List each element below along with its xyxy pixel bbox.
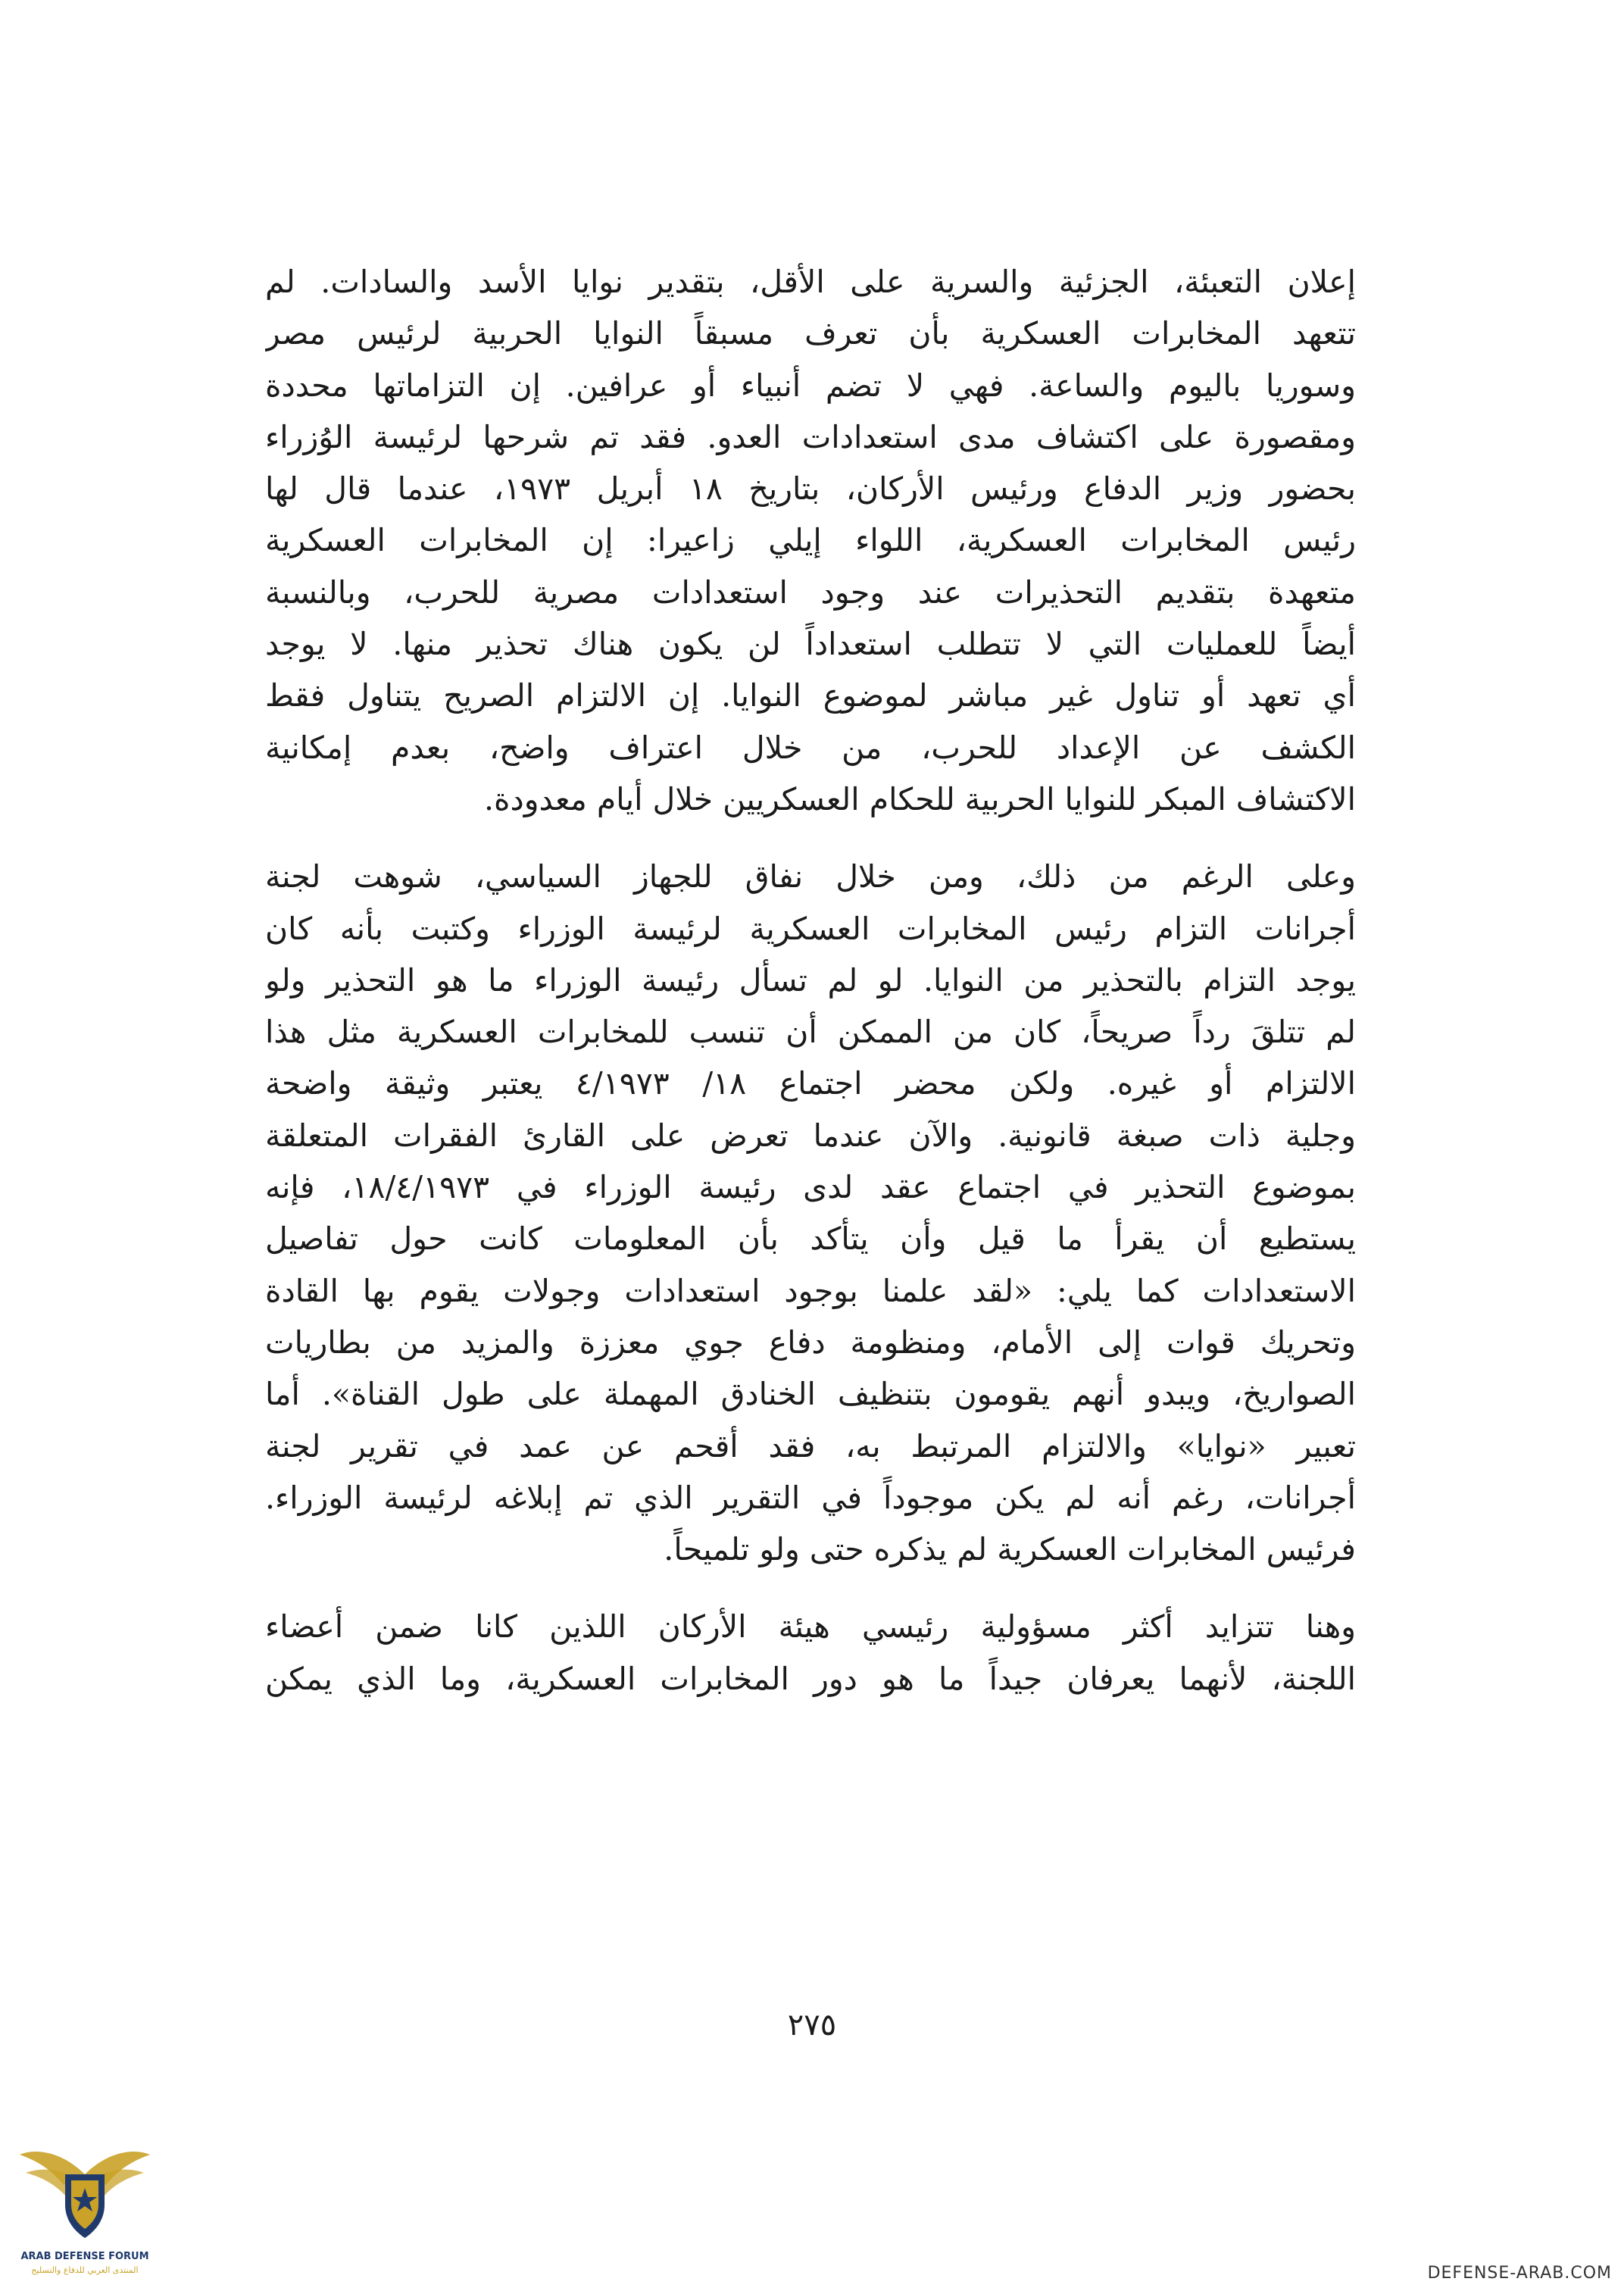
text-line: تتعهد المخابرات العسكرية بأن تعرف مسبقاً النوايا الحربية لرئيس مصر [265, 315, 1356, 352]
text-line: اللجنة، لأنهما يعرفان جيداً ما هو دور المخابرات العسكرية، وما الذي يمكن [265, 1660, 1356, 1697]
watermark-site-url: DEFENSE-ARAB.COM [1427, 2264, 1612, 2283]
winged-emblem-icon [17, 2121, 153, 2280]
page-number: ٢٧٥ [787, 2008, 837, 2043]
text-line: أي تعهد أو تناول غير مباشر لموضوع النوايا. إن الالتزام الصريح يتناول فقط [265, 677, 1356, 714]
paragraph-2 [265, 851, 1356, 1575]
text-line: بموضوع التحذير في اجتماع عقد لدى رئيسة الوزراء في ١٨/٤/١٩٧٣، فإنه [265, 1169, 1356, 1206]
text-line: لم تتلقَ رداً صريحاً، كان من الممكن أن تنسب للمخابرات العسكرية مثل هذا [265, 1014, 1356, 1051]
text-line: أجرانات، رغم أنه لم يكن موجوداً في التقرير الذي تم إبلاغه لرئيسة الوزراء. [265, 1479, 1356, 1516]
text-line: وجلية ذات صبغة قانونية. والآن عندما تعرض على القارئ الفقرات المتعلقة [265, 1117, 1356, 1154]
paragraph-3 [265, 1601, 1356, 1705]
text-line: الكشف عن الإعداد للحرب، من خلال اعتراف واضح، بعدم إمكانية [265, 729, 1356, 766]
text-line: الاكتشاف المبكر للنوايا الحربية للحكام العسكريين خلال أيام معدودة. [483, 780, 1356, 817]
text-line: تعبير «نوايا» والالتزام المرتبط به، فقد أقحم عن عمد في تقرير لجنة [265, 1427, 1356, 1464]
page-body [265, 256, 1356, 1730]
text-line: أيضاً للعمليات التي لا تتطلب استعداداً لن يكون هناك تحذير منها. لا يوجد [265, 626, 1356, 663]
text-line: الصواريخ، ويبدو أنهم يقومون بتنظيف الخنادق المهملة على طول القناة». أما [265, 1376, 1356, 1413]
text-line: وتحريك قوات إلى الأمام، ومنظومة دفاع جوي معززة والمزيد من بطاريات [265, 1324, 1356, 1361]
text-line: الاستعدادات كما يلي: «لقد علمنا بوجود استعدادات وجولات يقوم بها القادة [265, 1272, 1356, 1309]
text-line: الالتزام أو غيره. ولكن محضر اجتماع ١٨/ ٤/١٩٧٣ يعتبر وثيقة واضحة [265, 1065, 1356, 1102]
text-line: إعلان التعبئة، الجزئية والسرية على الأقل، بتقدير نوايا الأسد والسادات. لم [265, 264, 1356, 300]
text-line: وهنا تتزايد أكثر مسؤولية رئيسي هيئة الأركان اللذين كانا ضمن أعضاء [265, 1608, 1356, 1646]
text-line: رئيس المخابرات العسكرية، اللواء إيلي زاعيرا: إن المخابرات العسكرية [265, 522, 1356, 559]
text-line: وعلى الرغم من ذلك، ومن خلال نفاق للجهاز السياسي، شوهت لجنة [265, 858, 1356, 895]
arab-defense-forum-logo [17, 2121, 153, 2280]
text-line: أجرانات التزام رئيس المخابرات العسكرية لرئيسة الوزراء وكتبت بأنه كان [265, 910, 1356, 947]
logo-caption-en: ARAB DEFENSE FORUM [20, 2251, 149, 2262]
paragraph-1 [265, 256, 1356, 825]
text-line: وسوريا باليوم والساعة. فهي لا تضم أنبياء أو عرافين. إن التزاماتها محددة [265, 367, 1356, 404]
text-line: بحضور وزير الدفاع ورئيس الأركان، بتاريخ ١٨ أبريل ١٩٧٣، عندما قال لها [265, 470, 1356, 508]
text-line: فرئيس المخابرات العسكرية لم يذكره حتى ولو تلميحاً. [664, 1531, 1356, 1568]
text-line: يستطيع أن يقرأ ما قيل وأن يتأكد بأن المعلومات كانت حول تفاصيل [265, 1221, 1356, 1258]
text-line: يوجد التزام بالتحذير من النوايا. لو لم تسأل رئيسة الوزراء ما هو التحذير ولو [265, 961, 1356, 999]
logo-caption-ar: المنتدى العربي للدفاع والتسليح [31, 2265, 139, 2275]
text-line: متعهدة بتقديم التحذيرات عند وجود استعدادات مصرية للحرب، وبالنسبة [265, 574, 1356, 611]
text-line: ومقصورة على اكتشاف مدى استعدادات العدو. فقد تم شرحها لرئيسة الوُزراء [265, 418, 1356, 455]
